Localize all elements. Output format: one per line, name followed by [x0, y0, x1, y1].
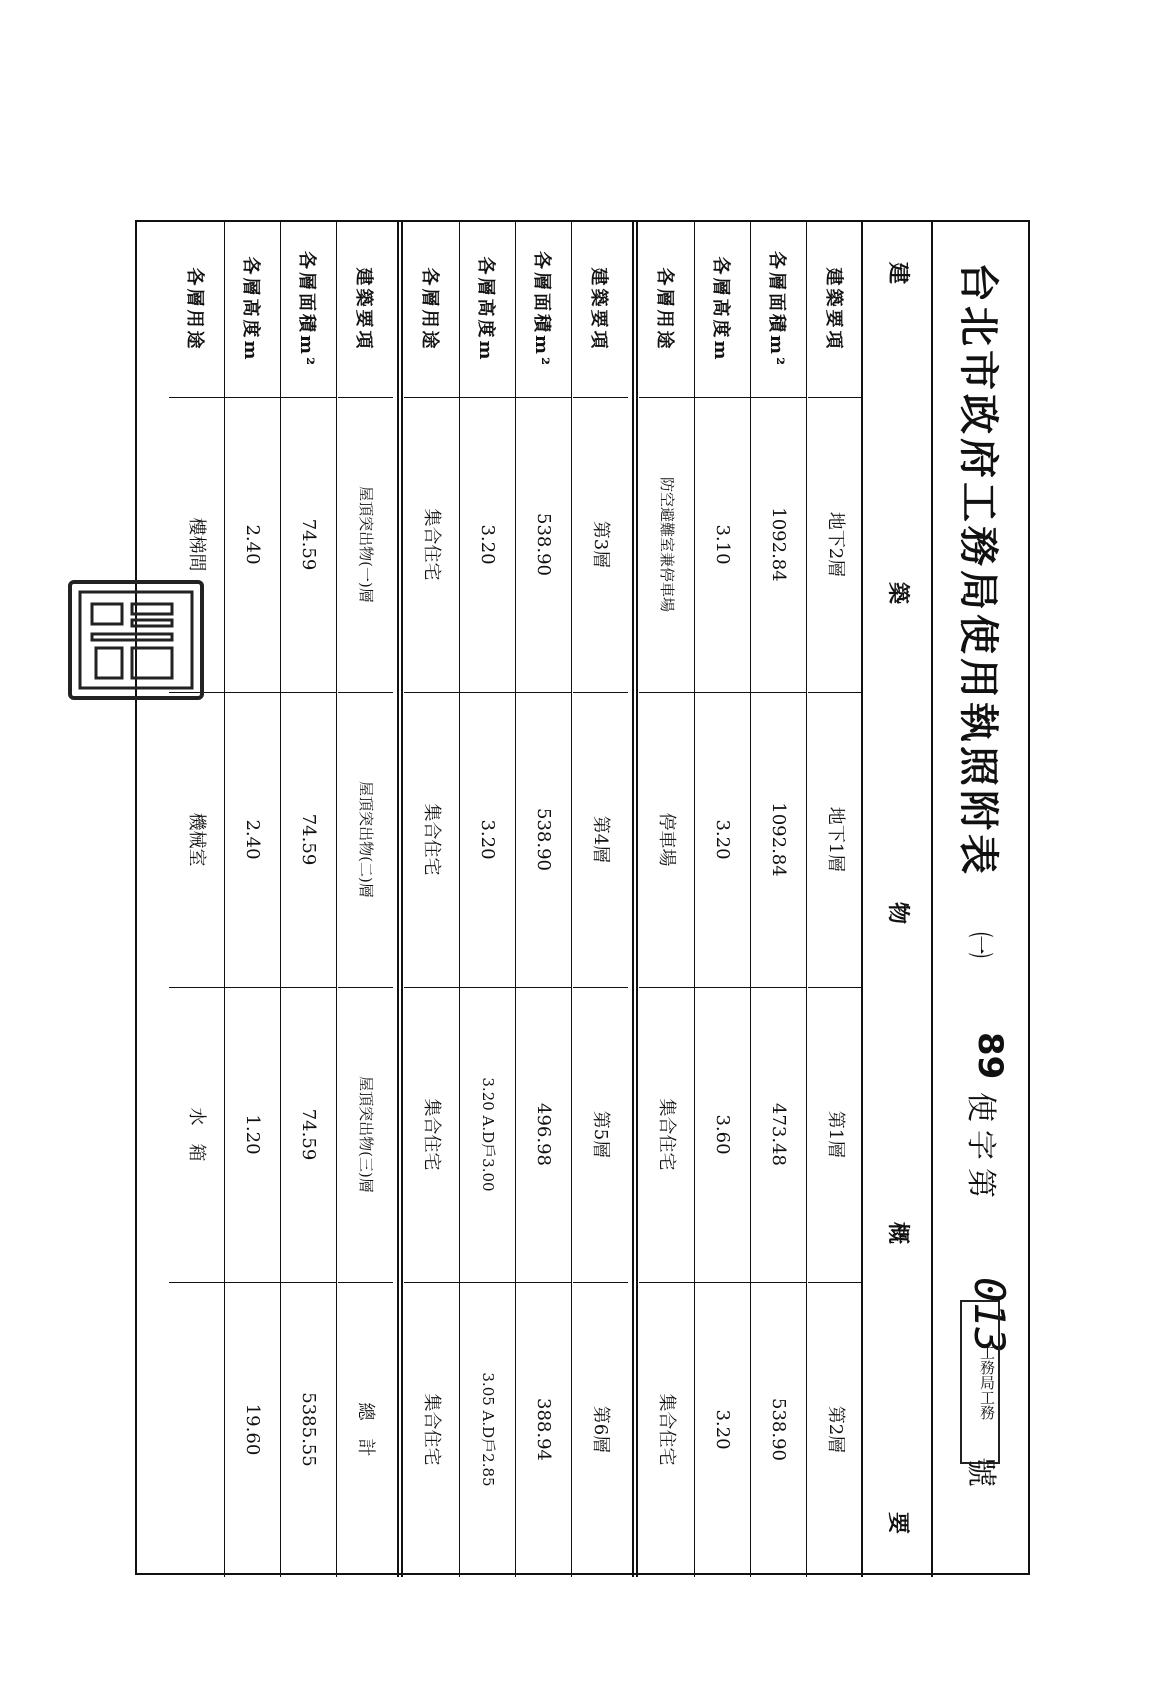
floor-use: 集合住宅	[639, 987, 694, 1283]
section-label	[861, 222, 933, 1577]
floor-area: 538.90	[516, 397, 571, 693]
floor-area: 538.90	[516, 692, 571, 988]
section-label-char: 要	[885, 1512, 911, 1535]
floor-area: 74.59	[281, 987, 336, 1283]
floor-use: 集合住宅	[656, 1393, 678, 1466]
row-use	[639, 222, 695, 1577]
floor-name: 屋頂突出物(一)層	[338, 397, 393, 693]
floor-block-2	[397, 222, 628, 1577]
form-title-suffix: ㈠	[964, 932, 994, 959]
floor-name: 屋頂突出物(二)層	[338, 692, 393, 988]
floor-height: 3.60	[695, 987, 750, 1283]
floor-name: 第3層	[573, 397, 628, 693]
floor-use: 防空避難室兼停車場	[639, 397, 694, 693]
floor-name: 第1層	[808, 987, 863, 1283]
row-header-item: 建築要項	[573, 222, 628, 398]
floor-area: 388.94	[533, 1398, 555, 1461]
floor-height: 3.20	[460, 397, 515, 693]
floor-block-3	[168, 222, 393, 1577]
edge-stamp: 工務局工務	[960, 1300, 1000, 1464]
floor-height: 3.10	[695, 397, 750, 693]
building-summary-section	[163, 222, 933, 1577]
floor-height: 2.40	[225, 692, 280, 988]
row-header-height: 各層高度m	[460, 222, 515, 398]
floor-area: 1092.84	[751, 692, 806, 988]
row-header-use: 各層用途	[169, 222, 224, 398]
total-height: 19.60	[242, 1403, 264, 1456]
floor-name: 地下1層	[808, 692, 863, 988]
floor-area: 74.59	[281, 397, 336, 693]
floor-height: 3.20	[460, 692, 515, 988]
form-title: 台北市政府工務局使用執照附表	[955, 262, 1002, 878]
doc-number-prefix: 89	[970, 1032, 1010, 1080]
official-seal	[68, 580, 204, 700]
row-header-height: 各層高度m	[695, 222, 750, 398]
row-item	[808, 222, 863, 1577]
floor-name: 第5層	[573, 987, 628, 1283]
row-item	[573, 222, 628, 1577]
row-header-use: 各層用途	[639, 222, 694, 398]
floor-use: 集合住宅	[404, 397, 459, 693]
floor-use: 樓梯間	[169, 397, 224, 693]
floor-area: 538.90	[768, 1398, 790, 1461]
section-label-char: 築	[885, 582, 911, 605]
floor-height: 3.20 A.D戶3.00	[460, 987, 515, 1283]
row-use	[404, 222, 460, 1577]
doc-number-label: 使字第	[963, 1092, 998, 1206]
floor-height: 3.20	[695, 692, 750, 988]
row-item	[338, 222, 393, 1577]
row-area	[751, 222, 807, 1577]
row-height	[695, 222, 751, 1577]
seal-glyph-icon	[72, 584, 200, 696]
floor-height: 2.40	[225, 397, 280, 693]
floor-use-empty	[169, 1282, 224, 1577]
total-area: 5385.55	[298, 1392, 320, 1467]
floor-block-1	[632, 222, 863, 1577]
floor-use: 集合住宅	[404, 987, 459, 1283]
floor-area: 496.98	[516, 987, 571, 1283]
row-area	[281, 222, 337, 1577]
row-height	[225, 222, 281, 1577]
doc-number-suffix: 號	[963, 1457, 998, 1487]
row-header-area: 各層面積m²	[751, 222, 806, 398]
row-area	[516, 222, 572, 1577]
floor-use: 機械室	[169, 692, 224, 988]
floor-area: 1092.84	[751, 397, 806, 693]
floor-area: 473.48	[751, 987, 806, 1283]
section-label-char: 物	[885, 902, 911, 925]
floor-use: 水 箱	[169, 987, 224, 1283]
doc-number: 013	[965, 1277, 1014, 1353]
row-header-item: 建築要項	[808, 222, 863, 398]
floor-name: 第2層	[825, 1405, 847, 1454]
floor-area: 74.59	[281, 692, 336, 988]
floor-use: 集合住宅	[421, 1393, 443, 1466]
floor-name: 地下2層	[808, 397, 863, 693]
row-header-area: 各層面積m²	[281, 222, 336, 398]
floor-name: 屋頂突出物(三)層	[338, 987, 393, 1283]
row-header-height: 各層高度m	[225, 222, 280, 398]
usage-permit-form	[135, 220, 1030, 1575]
floor-use: 集合住宅	[404, 692, 459, 988]
floor-use: 停車場	[639, 692, 694, 988]
section-label-char: 建	[885, 262, 911, 285]
floor-height: 3.20	[712, 1409, 734, 1450]
row-header-area: 各層面積m²	[516, 222, 571, 398]
row-height	[460, 222, 516, 1577]
floor-height: 3.05 A.D戶2.85	[479, 1372, 498, 1487]
section-label-char: 概	[885, 1222, 911, 1245]
row-use	[169, 222, 225, 1577]
row-header-item: 建築要項	[338, 222, 393, 398]
floor-name: 第6層	[590, 1405, 612, 1454]
floor-height: 1.20	[225, 987, 280, 1283]
floor-name: 第4層	[573, 692, 628, 988]
total-label: 總 計	[355, 1402, 377, 1457]
row-header-use: 各層用途	[404, 222, 459, 398]
